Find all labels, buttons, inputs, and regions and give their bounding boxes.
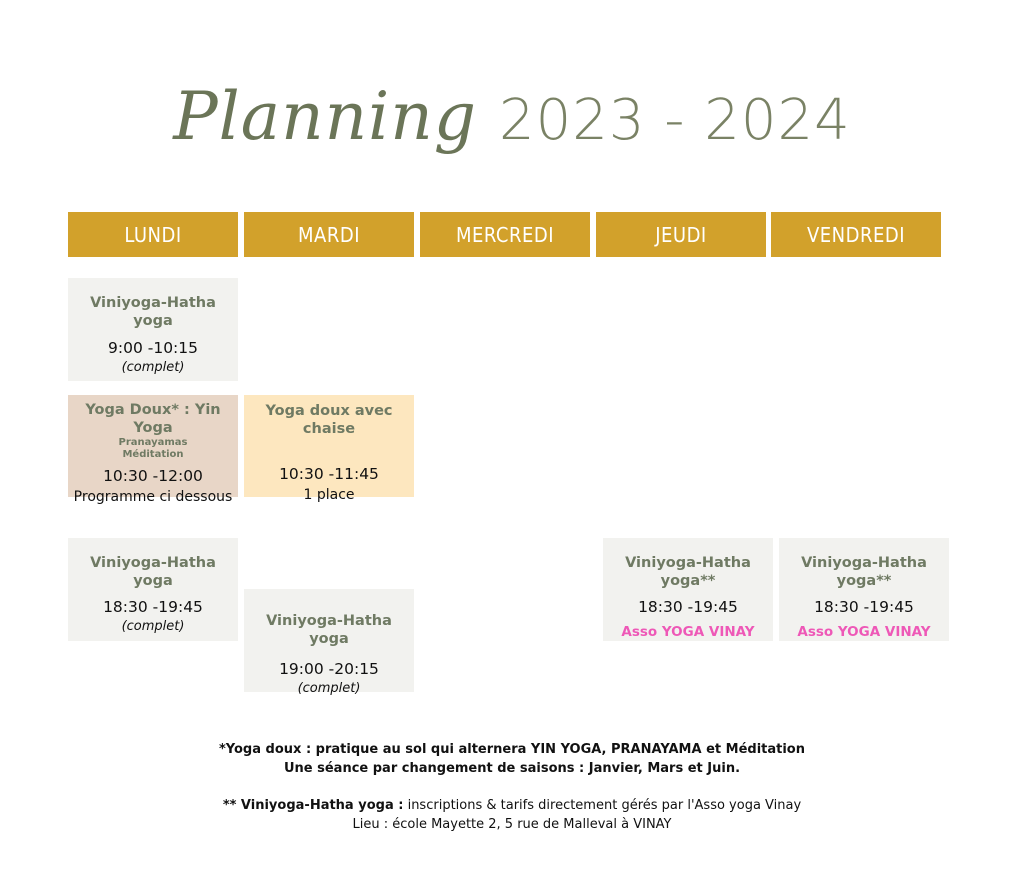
class-subtitle-pranayamas: Pranayamas xyxy=(118,437,188,448)
day-header-mardi: MARDI xyxy=(244,212,414,257)
class-title: Yoga doux avec chaise xyxy=(265,403,393,437)
class-title: Yoga Doux* : Yin Yoga xyxy=(85,402,221,436)
class-title: Viniyoga-Hatha yoga xyxy=(90,555,216,589)
class-time: 9:00 -10:15 xyxy=(108,339,198,357)
class-note: (complet) xyxy=(297,681,361,696)
class-title: Viniyoga-Hatha yoga** xyxy=(801,555,927,589)
class-card-lundi-yin xyxy=(68,395,238,505)
class-time: 19:00 -20:15 xyxy=(279,660,379,678)
title-script: Planning xyxy=(173,78,477,155)
class-time: 10:30 -11:45 xyxy=(279,465,379,483)
class-card-lundi-morning xyxy=(68,278,238,381)
class-note: 1 place xyxy=(303,487,355,503)
footnote-saisons: Une séance par changement de saisons : Janvier, Mars et Juin. xyxy=(283,761,741,776)
class-note: Asso YOGA VINAY xyxy=(797,624,931,640)
class-card-lundi-evening xyxy=(68,538,238,641)
class-note: Asso YOGA VINAY xyxy=(621,624,755,640)
class-card-jeudi-evening xyxy=(603,538,773,641)
class-title: Viniyoga-Hatha yoga xyxy=(266,613,392,647)
day-header-mercredi: MERCREDI xyxy=(420,212,590,257)
footnote-yoga-doux: *Yoga doux : pratique au sol qui alternera YIN YOGA, PRANAYAMA et Méditation xyxy=(218,742,805,757)
class-time: 18:30 -19:45 xyxy=(814,598,914,616)
class-title: Viniyoga-Hatha yoga xyxy=(90,295,216,329)
class-card-mardi-chaise xyxy=(244,395,414,503)
class-time: 10:30 -12:00 xyxy=(103,467,203,485)
class-note: Programme ci dessous xyxy=(73,489,233,505)
day-header-jeudi: JEUDI xyxy=(596,212,766,257)
title-year: 2023 - 2024 xyxy=(498,88,851,153)
day-header-lundi: LUNDI xyxy=(68,212,238,257)
class-note: (complet) xyxy=(121,619,185,634)
page-title xyxy=(0,78,1024,155)
class-card-vendredi-evening xyxy=(779,538,949,641)
class-title: Viniyoga-Hatha yoga** xyxy=(625,555,751,589)
day-header-vendredi: VENDREDI xyxy=(771,212,941,257)
footnote-lieu: Lieu : école Mayette 2, 5 rue de Malleval à VINAY xyxy=(352,817,672,832)
footnotes xyxy=(0,740,1024,834)
class-time: 18:30 -19:45 xyxy=(638,598,738,616)
class-card-mardi-evening xyxy=(244,589,414,696)
class-time: 18:30 -19:45 xyxy=(103,598,203,616)
footnote-viniyoga-label: ** Viniyoga-Hatha yoga : xyxy=(222,798,404,813)
class-subtitle-meditation: Méditation xyxy=(122,449,184,460)
footnote-viniyoga-text: inscriptions & tarifs directement gérés par l'Asso yoga Vinay xyxy=(403,798,802,813)
class-note: (complet) xyxy=(121,360,185,375)
